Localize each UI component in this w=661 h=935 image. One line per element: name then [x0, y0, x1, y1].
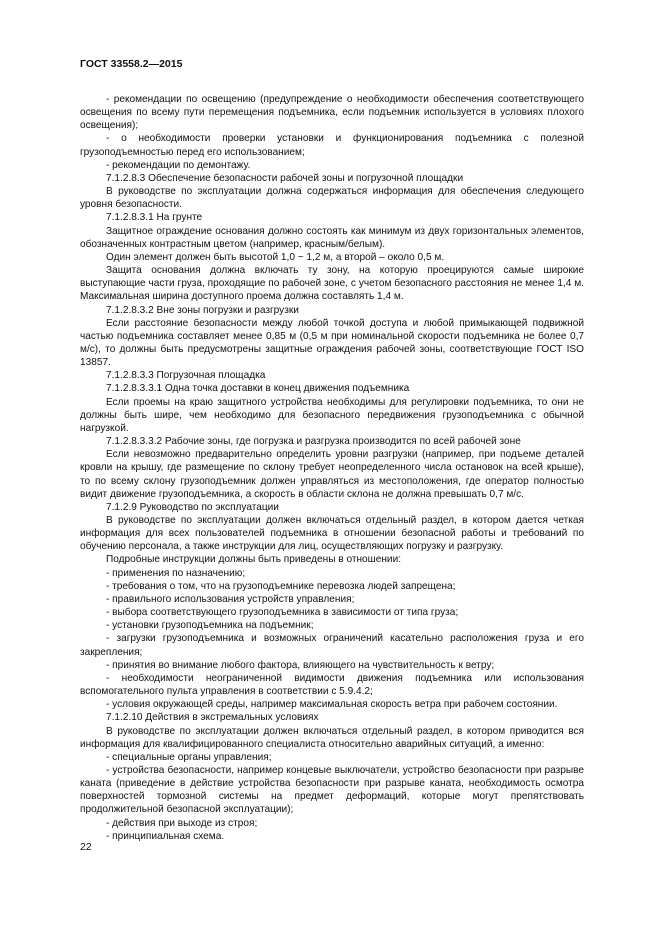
section-heading: 7.1.2.8.3.3.2 Рабочие зоны, где погрузка и разгрузка производится по всей рабочей зоне [106, 436, 521, 448]
list-item: - загрузки грузоподъемника и возможных ограничений касательно расположения груза и его закрепления; [80, 633, 584, 658]
paragraph: В руководстве по эксплуатации должен включаться отдельный раздел, в котором дается четкая информация для всех пользователей подъемника в отношении безопасной работы и требований по обучению персонала, а также инструкции для лиц, осуществляющих погрузку и разгрузку. [80, 515, 584, 553]
list-item: - принципиальная схема. [106, 830, 225, 842]
list-item: - необходимости неограниченной видимости движения подъемника или использования вспомогательного пульта управления в соответствии с 5.9.4.2; [80, 672, 584, 698]
list-item: - требования о том, что на грузоподъемнике перевозка людей запрещена; [106, 580, 456, 592]
list-item: - условия окружающей среды, например максимальная скорость ветра при рабочем состоянии. [106, 699, 558, 711]
list-item: - выбора соответствующего грузоподъемника в зависимости от типа груза; [106, 607, 459, 619]
section-heading: 7.1.2.8.3.1 На грунте [106, 212, 203, 224]
page-number: 22 [80, 841, 92, 853]
paragraph: В руководстве по эксплуатации должен включаться отдельный раздел, в котором приводится вся информация для квалифицированного специалиста относительно аварийных ситуаций, а именно: [80, 725, 584, 750]
paragraph: Подробные инструкции должны быть приведены в отношении: [106, 554, 402, 566]
list-item: - правильного использования устройств управления; [106, 593, 355, 605]
list-item: - специальные органы управления; [106, 751, 272, 763]
paragraph: Если невозможно предварительно определить уровни разгрузки (например, при подъеме деталей кровли на крышу, где размещение по склону требует неопределенного числа остановок на всей крыше), то по всему склону грузоподъемник должен управляться из местоположения, где оператор полностью видит движение грузоподъемника, а скорость в области склона не должна превышать 0,7 м/с. [80, 449, 584, 500]
paragraph: - о необходимости проверки установки и функционирования подъемника с полезной грузоподъемностью перед его использованием; [80, 133, 584, 158]
section-heading: 7.1.2.8.3 Обеспечение безопасности рабочей зоны и погрузочной площадки [106, 172, 464, 184]
list-item: - применения по назначению; [106, 567, 246, 579]
paragraph: Один элемент должен быть высотой 1,0 ~ 1,2 м, а второй – около 0,5 м. [106, 251, 445, 263]
document-header: ГОСТ 33558.2—2015 [80, 58, 183, 70]
section-heading: 7.1.2.8.3.3.1 Одна точка доставки в конец движения подъемника [106, 383, 410, 395]
list-item: - действия при выходе из строя; [106, 817, 258, 829]
paragraph: Защитное ограждение основания должно состоять как минимум из двух горизонтальных элементов, обозначенных контрастным цветом (например, красным/белым). [80, 225, 584, 250]
paragraph: Если проемы на краю защитного устройства необходимы для регулировки подъемника, то они не должны быть шире, чем необходимо для безопасного передвижения грузоподъемника с обычной нагрузкой. [80, 396, 584, 434]
paragraph: Если расстояние безопасности между любой точкой доступа и любой примыкающей подвижной частью подъемника составляет менее 0,85 м (0,5 м при номинальной скорости подъемника не более 0,7 м/с), то должны быть предусмотрены защитные ограждения рабочей зоны, соответствующие ГОСТ ISO 13857. [80, 317, 584, 369]
list-item: - устройства безопасности, например концевые выключатели, устройство безопасности при разрыве каната (приведение в действие устройства безопасности при разрыве каната, необходимость осмотра поверхностей тормозной системы на предмет деформаций, которые могут препятствовать продолжительной безопасной эксплуатации); [80, 764, 584, 816]
paragraph: - рекомендации по освещению (предупреждение о необходимости обеспечения соответствующего освещения по всему пути перемещения подъемника, если подъемник используется в условиях плохого освещения); [80, 94, 584, 132]
paragraph: В руководстве по эксплуатации должна содержаться информация для обеспечения следующего уровня безопасности. [80, 186, 584, 211]
document-body [80, 93, 584, 843]
list-item: - принятия во внимание любого фактора, влияющего на чувствительность к ветру; [106, 659, 495, 671]
paragraph: - рекомендации по демонтажу. [106, 159, 251, 171]
list-item: - установки грузоподъемника на подъемник; [106, 620, 314, 632]
paragraph: Защита основания должна включать ту зону, на которую проецируются самые широкие выступающие части груза, проходящие по рабочей зоне, с учетом безопасного расстояния не менее 1,4 м. Максимальная ширина доступного проема должна составлять 1,4 м. [80, 265, 584, 303]
section-heading: 7.1.2.8.3.2 Вне зоны погрузки и разгрузки [106, 304, 299, 316]
section-heading: 7.1.2.9 Руководство по эксплуатации [106, 501, 279, 513]
section-heading: 7.1.2.10 Действия в экстремальных условиях [106, 712, 319, 724]
section-heading: 7.1.2.8.3.3 Погрузочная площадка [106, 370, 266, 382]
